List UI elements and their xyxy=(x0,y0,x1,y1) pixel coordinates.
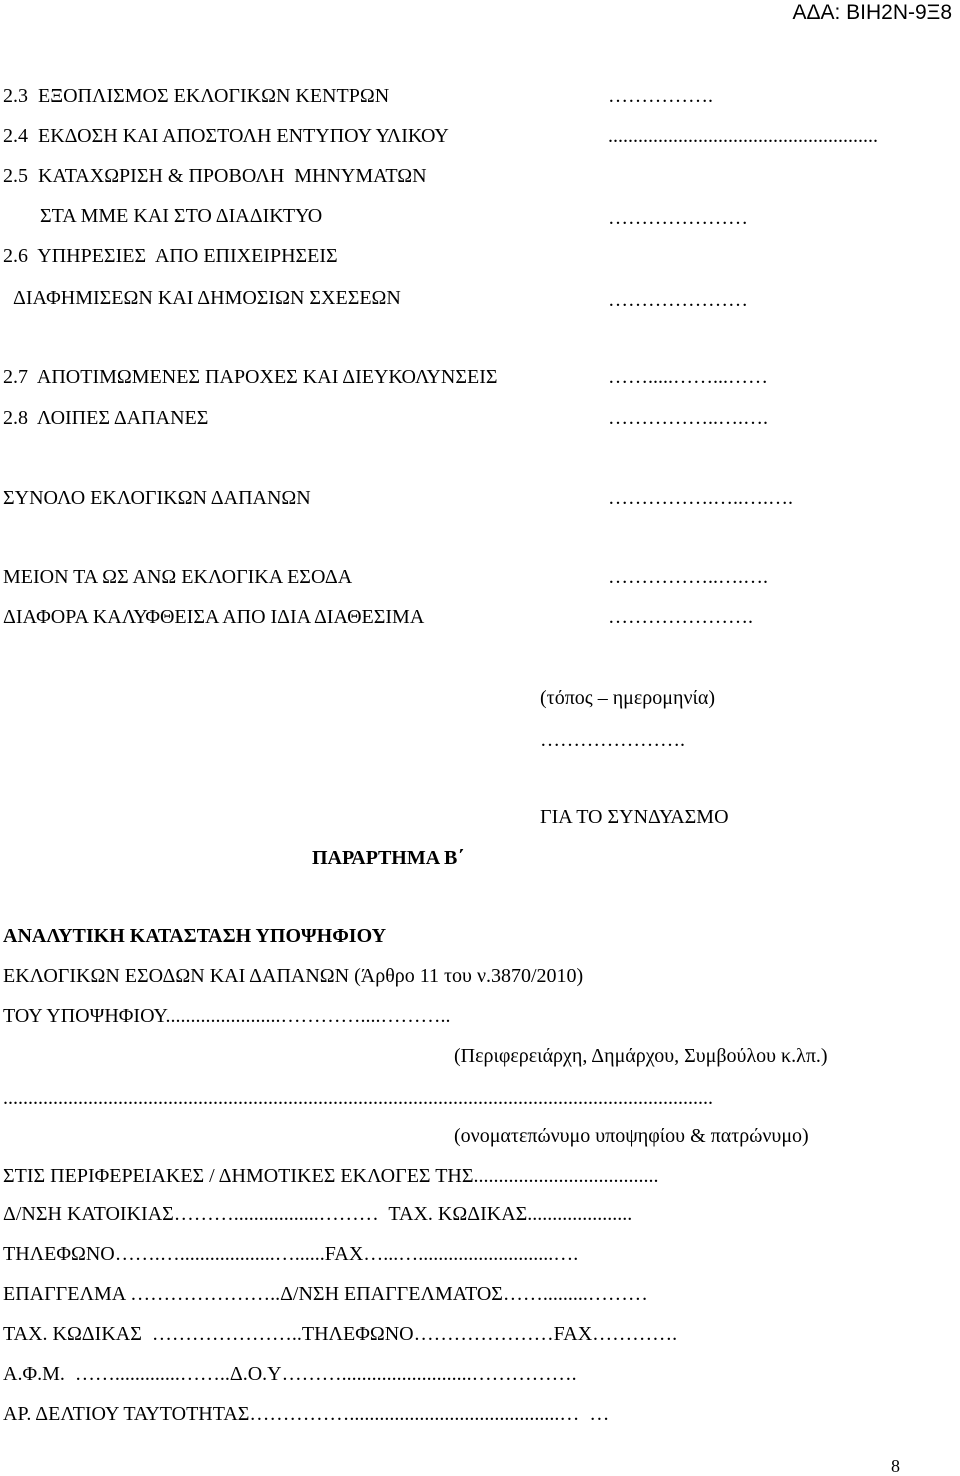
annex-heading-2: ΕΚΛΟΓΙΚΩΝ ΕΣΟΔΩΝ ΚΑΙ ΔΑΠΑΝΩΝ (Άρθρο 11 του ν.3870/2010) xyxy=(3,965,584,987)
ada-code-header: ΑΔΑ: ΒΙΗ2Ν-9Ξ8 xyxy=(792,1,952,24)
elections-field: ΣΤΙΣ ΠΕΡΙΦΕΡΕΙΑΚΕΣ / ΔΗΜΟΤΙΚΕΣ ΕΚΛΟΓΕΣ ΤΗΣ..................................... xyxy=(3,1165,659,1187)
tax-id-field: Α.Φ.Μ. …….............……..Δ.Ο.Υ………..........................……………. xyxy=(3,1363,577,1385)
expense-item-label: 2.4 ΕΚΔΟΣΗ ΚΑΙ ΑΠΟΣΤΟΛΗ ΕΝΤΥΠΟΥ ΥΛΙΚΟΥ xyxy=(3,125,449,147)
expense-item-label: ΔΙΑΦΗΜΙΣΕΩΝ ΚΑΙ ΔΗΜΟΣΙΩΝ ΣΧΕΣΕΩΝ xyxy=(13,287,401,309)
annex-heading-1: ΑΝΑΛΥΤΙΚΗ ΚΑΤΑΣΤΑΣΗ ΥΠΟΨΗΦΙΟΥ xyxy=(3,925,387,947)
candidate-field: ΤΟΥ ΥΠΟΨΗΦΙΟΥ.......................…………....……….. xyxy=(3,1005,451,1027)
expense-item-value: …….....……...…… xyxy=(608,366,768,388)
minus-income-value: ……………..….…. xyxy=(608,566,768,588)
difference-label: ΔΙΑΦΟΡΑ ΚΑΛΥΦΘΕΙΣΑ ΑΠΟ ΙΔΙΑ ΔΙΑΘΕΣΙΜΑ xyxy=(3,606,425,628)
annex-title: ΠΑΡΑΡΤΗΜΑ Β΄ xyxy=(312,847,465,869)
page-number: 8 xyxy=(891,1456,900,1476)
expense-item-label: 2.8 ΛΟΙΠΕΣ ΔΑΠΑΝΕΣ xyxy=(3,407,209,429)
expense-item-label: ΣΤΑ ΜΜΕ ΚΑΙ ΣΤΟ ΔΙΑΔΙΚΤΥΟ xyxy=(40,205,323,227)
candidate-name-dots: .............................................................................................................................................. xyxy=(3,1087,713,1109)
for-coalition-label: ΓΙΑ ΤΟ ΣΥΝΔΥΑΣΜΟ xyxy=(540,806,729,828)
expense-item-label: 2.7 ΑΠΟΤΙΜΩΜΕΝΕΣ ΠΑΡΟΧΕΣ ΚΑΙ ΔΙΕΥΚΟΛΥΝΣΕΙΣ xyxy=(3,366,498,388)
difference-value: …………………. xyxy=(608,606,758,628)
place-date-caption: (τόπος – ημερομηνία) xyxy=(540,687,716,709)
business-contact-field: ΤΑΧ. ΚΩΔΙΚΑΣ …………………..ΤΗΛΕΦΩΝΟ…………………FAX…………. xyxy=(3,1323,678,1345)
expense-item-value: ………………… xyxy=(608,289,753,311)
minus-income-label: ΜΕΙΟΝ ΤΑ ΩΣ ΑΝΩ ΕΚΛΟΓΙΚΑ ΕΣΟΔΑ xyxy=(3,566,353,588)
candidate-role-caption: (Περιφερειάρχη, Δημάρχου, Συμβούλου κ.λπ.) xyxy=(454,1045,828,1067)
phone-fax-field: ΤΗΛΕΦΩΝΟ…….…...................…......FAX…...…...........................…. xyxy=(3,1243,589,1265)
candidate-name-caption: (ονοματεπώνυμο υποψηφίου & πατρώνυμο) xyxy=(454,1125,809,1147)
expense-item-value: ………………… xyxy=(608,207,753,229)
expense-item-value: ……………. xyxy=(608,85,718,107)
expense-item-value: ...................................................... xyxy=(608,125,878,147)
expense-item-value: ……………..….…. xyxy=(608,407,768,429)
residence-address-field: Δ/ΝΣΗ ΚΑΤΟΙΚΙΑΣ……….................……… ΤΑΧ. ΚΩΔΙΚΑΣ..................... xyxy=(3,1203,633,1225)
id-card-field: ΑΡ. ΔΕΛΤΙΟΥ ΤΑΥΤΟΤΗΤΑΣ……………..........................................… … xyxy=(3,1403,610,1425)
total-expenses-label: ΣΥΝΟΛΟ ΕΚΛΟΓΙΚΩΝ ΔΑΠΑΝΩΝ xyxy=(3,487,311,509)
place-date-dots: …………………. xyxy=(540,729,690,751)
expense-item-label: 2.5 ΚΑΤΑΧΩΡΙΣΗ & ΠΡΟΒΟΛΗ ΜΗΝΥΜΑΤΩΝ xyxy=(3,165,427,187)
profession-field: ΕΠΑΓΓΕΛΜΑ …………………..Δ/ΝΣΗ ΕΠΑΓΓΕΛΜΑΤΟΣ…….........……… xyxy=(3,1283,648,1305)
expense-item-label: 2.6 ΥΠΗΡΕΣΙΕΣ ΑΠΟ ΕΠΙΧΕΙΡΗΣΕΙΣ xyxy=(3,245,338,267)
expense-item-label: 2.3 ΕΞΟΠΛΙΣΜΟΣ ΕΚΛΟΓΙΚΩΝ ΚΕΝΤΡΩΝ xyxy=(3,85,390,107)
total-expenses-value: …………….…..….…. xyxy=(608,487,793,509)
